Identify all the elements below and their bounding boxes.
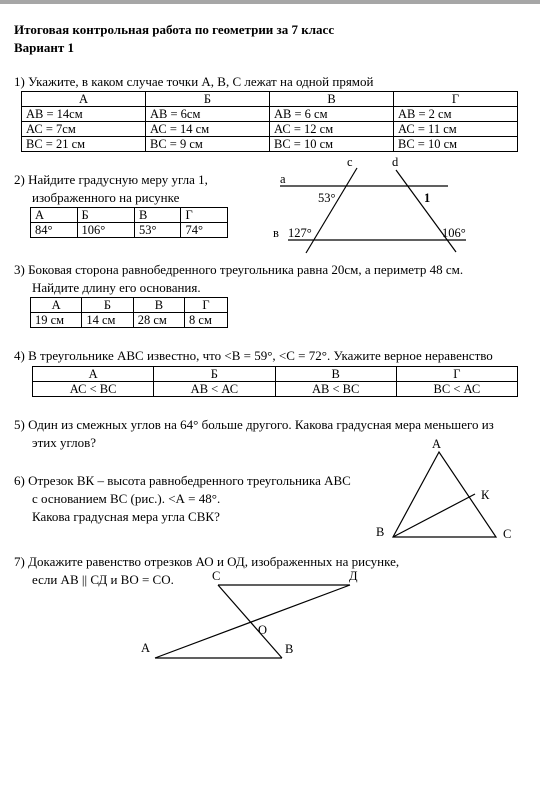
vertex-k-label: К	[481, 488, 490, 502]
table-header-cell: Б	[154, 367, 275, 382]
angle-1-label: 1	[424, 191, 431, 205]
point-b-label: В	[285, 642, 294, 656]
question-6-line-2: с основанием ВС (рис.). <А = 48°.	[32, 491, 221, 506]
point-o-label: О	[258, 623, 268, 637]
point-d-label: Д	[349, 569, 358, 583]
table-header-cell: Г	[396, 367, 517, 382]
table-cell: АС < ВС	[33, 382, 154, 397]
page-title: Итоговая контрольная работа по геометрии за 7 класс	[14, 22, 335, 37]
segment-cb	[218, 585, 282, 658]
question-4-text: 4) В треугольнике АВС известно, что <В = 59°, <С = 72°. Укажите верное неравенство	[14, 348, 493, 363]
table-cell: ВС = 10 см	[270, 137, 394, 152]
table-cell: АВ = 14см	[22, 107, 146, 122]
table-cell: АВ = 6см	[146, 107, 270, 122]
table-header-cell: В	[133, 298, 184, 313]
angle-53-label: 53°	[318, 191, 336, 205]
angle-127-label: 127°	[288, 226, 312, 240]
vertex-a-label: А	[432, 437, 442, 451]
table-cell: ВС = 9 см	[146, 137, 270, 152]
table-cell: АС = 14 см	[146, 122, 270, 137]
segment-da	[155, 585, 350, 658]
label-a: a	[280, 172, 286, 186]
table-header-cell: В	[275, 367, 396, 382]
table-cell: 106°	[77, 223, 134, 238]
table-cell: 19 см	[31, 313, 82, 328]
angle-106-label: 106°	[442, 226, 466, 240]
table-header-cell: А	[33, 367, 154, 382]
table-header-cell: Г	[185, 298, 228, 313]
vertex-b-label: В	[376, 525, 385, 539]
table-cell: 8 см	[185, 313, 228, 328]
label-b: в	[273, 226, 279, 240]
table-header-cell: Б	[77, 208, 134, 223]
table-header-cell: В	[270, 92, 394, 107]
question-2-line-2: изображенного на рисунке	[32, 190, 180, 205]
table-cell: 74°	[181, 223, 228, 238]
table-header-cell: А	[31, 208, 78, 223]
point-c-label: С	[212, 569, 221, 583]
question-6-line-3: Какова градусная мера угла СВК?	[32, 509, 220, 524]
point-a-label: А	[141, 641, 151, 655]
vertex-c-label: С	[503, 527, 512, 541]
table-cell: 53°	[134, 223, 181, 238]
question-7-line-2: если АВ || СД и ВО = СО.	[32, 572, 174, 587]
table-cell: АВ = 2 см	[394, 107, 518, 122]
table-cell: АС = 7см	[22, 122, 146, 137]
label-d: d	[392, 155, 399, 169]
table-cell: ВС = 10 см	[394, 137, 518, 152]
table-header-cell: А	[31, 298, 82, 313]
table-header-cell: Б	[146, 92, 270, 107]
question-7-line-1: 7) Докажите равенство отрезков АО и ОД, изображенных на рисунке,	[14, 554, 400, 569]
variant-label: Вариант 1	[14, 40, 75, 55]
table-cell: АВ < АС	[154, 382, 275, 397]
question-6-line-1: 6) Отрезок ВК – высота равнобедренного треугольника АВС	[14, 473, 351, 488]
question-3-line-1: 3) Боковая сторона равнобедренного треугольника равна 20см, а периметр 48 см.	[14, 262, 464, 277]
table-cell: АС = 11 см	[394, 122, 518, 137]
table-cell: АВ = 6 см	[270, 107, 394, 122]
table-header-cell: Б	[82, 298, 133, 313]
table-cell: 28 см	[133, 313, 184, 328]
table-header-cell: А	[22, 92, 146, 107]
table-cell: ВС < АС	[396, 382, 517, 397]
table-cell: ВС = 21 см	[22, 137, 146, 152]
table-cell: АС = 12 см	[270, 122, 394, 137]
question-5-line-2: этих углов?	[32, 435, 97, 450]
table-cell: 84°	[31, 223, 78, 238]
table-cell: 14 см	[82, 313, 133, 328]
label-c: c	[347, 155, 353, 169]
table-header-cell: Г	[181, 208, 228, 223]
table-cell: АВ < ВС	[275, 382, 396, 397]
table-header-cell: Г	[394, 92, 518, 107]
table-header-cell: В	[134, 208, 181, 223]
question-1-text: 1) Укажите, в каком случае точки А, В, С лежат на одной прямой	[14, 74, 374, 89]
question-5-line-1: 5) Один из смежных углов на 64° больше другого. Какова градусная мера меньшего из	[14, 417, 494, 432]
question-3-line-2: Найдите длину его основания.	[32, 280, 201, 295]
question-2-line-1: 2) Найдите градусную меру угла 1,	[14, 172, 208, 187]
